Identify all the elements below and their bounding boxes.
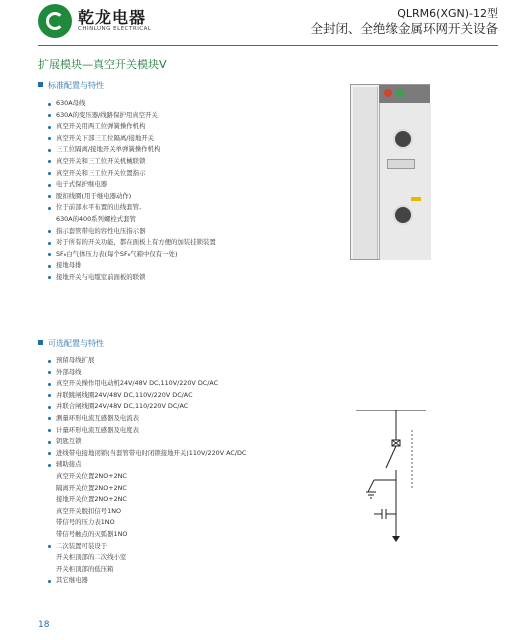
list-item: 真空开关用两工位弹簧操作机构 bbox=[48, 121, 216, 133]
green-indicator-icon bbox=[396, 89, 404, 97]
operating-knob-icon bbox=[393, 129, 413, 149]
product-model: QLRM6(XGN)-12型 bbox=[397, 7, 498, 20]
list-item: 外部母线 bbox=[48, 367, 246, 379]
list-item: 脱扣线圈(用于继电器动作) bbox=[48, 191, 216, 203]
switchgear-panel-illustration bbox=[350, 84, 430, 260]
list-item: 二次装置可装设于 bbox=[48, 541, 246, 553]
single-line-diagram bbox=[356, 410, 426, 560]
list-item: 真空开关脱扣信号1NO bbox=[56, 506, 122, 515]
list-item: 接地母排 bbox=[48, 260, 216, 272]
company-name-en: CHINLUNG ELECTRICAL bbox=[78, 26, 152, 32]
list-item: 预留母线扩展 bbox=[48, 355, 246, 367]
list-item: 接地开关位置2NO+2NC bbox=[56, 495, 127, 504]
list-item: 接地开关与电缆室前面板的联锁 bbox=[48, 272, 216, 284]
warning-label-icon bbox=[411, 197, 421, 201]
standard-heading: 标准配置与特性 bbox=[38, 80, 104, 91]
list-item: 带信号的压力表1NO bbox=[56, 518, 115, 527]
page-title: 扩展模块—真空开关模块V bbox=[38, 58, 167, 71]
list-item: 真空开关位置2NO+2NC bbox=[56, 471, 127, 480]
list-item: SF₆白气体压力表(每个SF₆气箱中仅有一处) bbox=[48, 249, 216, 261]
list-item: 真空开关操作用电动机24V/48V DC,110V/220V DC/AC bbox=[48, 378, 246, 390]
list-item: 开关柜顶部的低压箱 bbox=[56, 564, 114, 573]
optional-heading: 可选配置与特性 bbox=[38, 338, 104, 349]
red-indicator-icon bbox=[384, 89, 392, 97]
list-item: 630A的400系列螺栓式套管 bbox=[56, 214, 136, 223]
optional-feature-list bbox=[48, 355, 246, 587]
list-item: 并联合闸线圈24V/48V DC,110/220V DC/AC bbox=[48, 401, 246, 413]
list-item: 对于所有的开关功能，都在面板上有方便的加装挂锁装置 bbox=[48, 237, 216, 249]
list-item: 三工位隔离/接地开关单弹簧操作机构 bbox=[48, 144, 216, 156]
page-header bbox=[0, 0, 526, 44]
list-item: 630A的变压器/线路保护用真空开关 bbox=[48, 110, 216, 122]
company-logo-icon bbox=[38, 4, 72, 38]
list-item: 630A母线 bbox=[48, 98, 216, 110]
list-item: 测量环形电流互感器及电流表 bbox=[48, 413, 246, 425]
header-divider bbox=[38, 45, 498, 46]
list-item: 开关柜顶部的二次线小室 bbox=[56, 553, 127, 562]
list-item: 钥匙互锁 bbox=[48, 436, 246, 448]
square-bullet-icon bbox=[38, 340, 43, 345]
standard-feature-list bbox=[48, 98, 216, 284]
list-item: 电子式保护继电器 bbox=[48, 179, 216, 191]
square-bullet-icon bbox=[38, 82, 43, 87]
list-item: 指示套管带电的容性电压指示器 bbox=[48, 226, 216, 238]
list-item: 进线带电接地闭锁(当套管带电时闭锁接地开关)110V/220V AC/DC bbox=[48, 448, 246, 460]
operating-knob-icon bbox=[393, 205, 413, 225]
list-item: 位于前部水平布置的出线套管, bbox=[48, 202, 216, 214]
list-item: 隔离开关位置2NO+2NC bbox=[56, 483, 127, 492]
list-item: 并联跳闸线圈24V/48V DC,110V/220V DC/AC bbox=[48, 390, 246, 402]
list-item: 带信号触点的灭弧器1NO bbox=[56, 529, 128, 538]
page-number: 18 bbox=[38, 620, 50, 630]
indicator-window bbox=[387, 159, 415, 169]
list-item: 其它继电器 bbox=[48, 575, 246, 587]
list-item: 真空开关和三工位开关位置指示 bbox=[48, 168, 216, 180]
list-item: 真空开关下部三工位隔离/接地开关 bbox=[48, 133, 216, 145]
company-name-cn: 乾龙电器 bbox=[78, 8, 147, 27]
product-subtitle: 全封闭、全绝缘金属环网开关设备 bbox=[310, 21, 498, 36]
list-item: 辅助接点 bbox=[48, 459, 246, 471]
list-item: 真空开关和三工位开关机械联锁 bbox=[48, 156, 216, 168]
list-item: 计量环形电流互感器及电度表 bbox=[48, 425, 246, 437]
